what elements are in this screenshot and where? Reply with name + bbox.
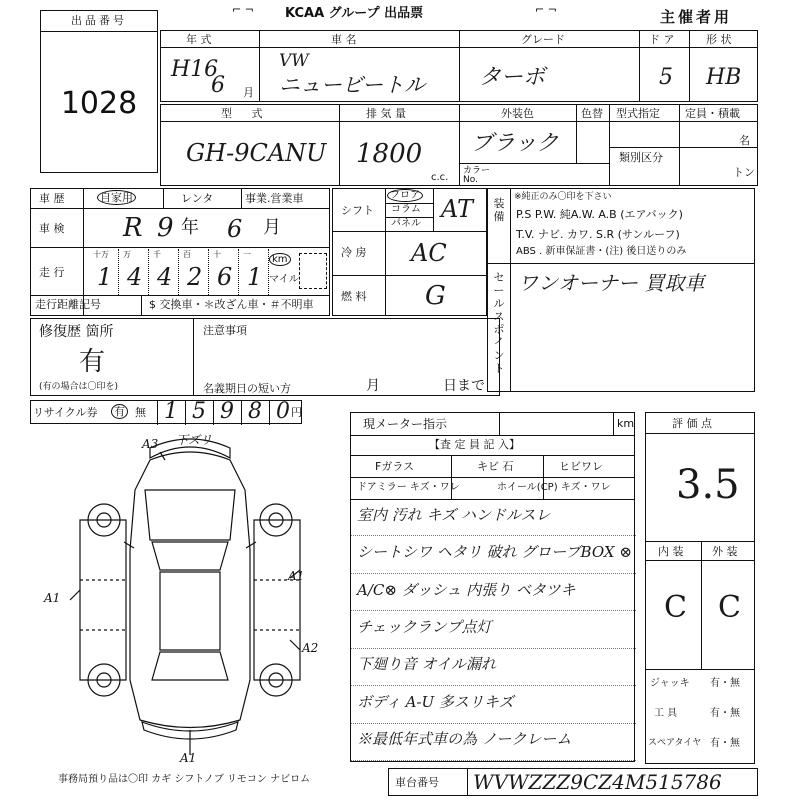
meter-label: 現メーター指示 bbox=[363, 417, 448, 431]
private-circled: 自家用 bbox=[97, 190, 136, 205]
doors-label: ド ア bbox=[649, 33, 675, 46]
wheel-text: ホイール(CP) bbox=[497, 482, 558, 493]
crack-label: ヒビワレ bbox=[559, 460, 603, 473]
inspector-note-line bbox=[351, 649, 636, 686]
km-circled: km bbox=[269, 253, 291, 266]
diagram-mark: A3 bbox=[142, 437, 159, 451]
shaken-year-label: 年 bbox=[181, 217, 199, 238]
equipment-label: 装 備 bbox=[493, 197, 505, 223]
chassis-row bbox=[388, 768, 758, 796]
inspector-note-line bbox=[351, 686, 636, 723]
classification-label: 類別区分 bbox=[619, 151, 663, 164]
diagram-mark: A1 bbox=[44, 591, 61, 605]
private-option bbox=[97, 192, 136, 203]
seating-label: 定員・積載 bbox=[685, 107, 740, 120]
mileage-digit-value: 2 bbox=[187, 263, 203, 291]
panel-option: パネル bbox=[391, 218, 421, 229]
equipment-block bbox=[487, 188, 755, 392]
recycle-digit: 9 bbox=[213, 401, 234, 425]
commercial-option: 事業.営業車 bbox=[245, 192, 304, 205]
history-label: 車 歴 bbox=[39, 192, 65, 205]
mileage-digit-value: 6 bbox=[217, 263, 233, 291]
corner-mark-left: ⌐ ¬ bbox=[232, 3, 254, 16]
vehicle-info-row1 bbox=[160, 30, 758, 102]
exterior-color-label: 外装色 bbox=[501, 107, 534, 120]
tools-label: 工 具 bbox=[654, 708, 678, 719]
type-designation-label: 型式指定 bbox=[616, 107, 660, 120]
floor-circled: フロア bbox=[387, 189, 423, 202]
corner-mark-right: ⌐ ¬ bbox=[535, 3, 557, 16]
shape-value: HB bbox=[706, 65, 742, 90]
mileage-place: 十 bbox=[213, 250, 221, 259]
mileage-place: 万 bbox=[123, 250, 131, 259]
car-windshield bbox=[152, 542, 228, 570]
mileage-place: 千 bbox=[153, 250, 161, 259]
color-no-label: カラー No. bbox=[463, 166, 491, 185]
mileage-record-label: 走行距離記号 bbox=[35, 298, 101, 311]
header-title: KCAA グループ 出品票 bbox=[285, 6, 424, 21]
mileage-digit-value: 4 bbox=[157, 263, 173, 291]
recycle-digit: 1 bbox=[157, 401, 178, 425]
inspector-note-line bbox=[351, 611, 636, 648]
mileage-place: 一 bbox=[243, 250, 251, 259]
mileage-digit bbox=[149, 249, 179, 295]
organizer-label: 主催者用 bbox=[660, 8, 733, 26]
chassis-value: WVWZZZ9CZ4M515786 bbox=[473, 770, 722, 794]
ton-unit: トン bbox=[733, 166, 755, 179]
car-rear-window bbox=[152, 652, 228, 680]
doors-value: 5 bbox=[659, 65, 673, 90]
repair-block bbox=[30, 318, 500, 396]
expiry-day: 日まで bbox=[443, 378, 485, 394]
year-label: 年 式 bbox=[186, 33, 212, 46]
car-name: ニュービートル bbox=[279, 73, 426, 97]
lot-number-label: 出品番号 bbox=[71, 14, 127, 27]
recycle-digit: 0 bbox=[269, 401, 290, 425]
year-month-suffix: 月 bbox=[243, 86, 254, 99]
recycle-label: リサイクル券 bbox=[33, 406, 98, 419]
diagram-mark: A1 bbox=[288, 569, 305, 583]
grade-label: グレード bbox=[521, 33, 565, 46]
inspector-note: 室内 汚れ キズ ハンドルスレ bbox=[357, 505, 551, 524]
mileage-digits bbox=[89, 249, 269, 295]
inspector-label: 【査 定 員 記 入】 bbox=[429, 438, 520, 451]
inspector-notes bbox=[351, 499, 636, 763]
header-logo bbox=[285, 2, 423, 21]
spare-label: スペアタイヤ bbox=[648, 738, 702, 748]
wheel-label bbox=[497, 483, 611, 493]
lot-number-box bbox=[40, 10, 158, 173]
diagram-mark: A2 bbox=[302, 641, 319, 655]
diagram-mark: A1 bbox=[180, 751, 197, 765]
expiry-label: 名義期日の短い方 bbox=[203, 382, 291, 395]
exterior-label: 外 装 bbox=[712, 545, 738, 558]
expiry-month: 月 bbox=[366, 378, 380, 394]
left-side-panel bbox=[80, 520, 126, 680]
inspector-note: チェックランプ点灯 bbox=[357, 617, 492, 636]
inspector-note-line bbox=[351, 574, 636, 611]
shaken-label: 車 検 bbox=[39, 222, 65, 235]
sales-point-label: セ ー ル ス ポ イ ン ト bbox=[493, 271, 505, 375]
mile-box bbox=[299, 253, 327, 289]
car-roof bbox=[160, 572, 220, 650]
wheel-damage: キズ・ワレ bbox=[560, 482, 611, 493]
mileage-digit bbox=[89, 249, 119, 295]
repair-value: 有 bbox=[79, 347, 106, 377]
jack-yesno: 有・無 bbox=[710, 678, 740, 689]
year-month: 6 bbox=[211, 73, 225, 98]
inspector-note: シートシワ ヘタリ 破れ グローブBOX ⊗ bbox=[357, 543, 632, 562]
inspector-note-line bbox=[351, 724, 636, 761]
shaken-year: 9 bbox=[157, 213, 174, 243]
mileage-label: 走 行 bbox=[39, 266, 65, 279]
color-value: ブラック bbox=[471, 131, 559, 156]
inspector-note-line bbox=[351, 499, 636, 536]
vehicle-info-row2 bbox=[160, 104, 758, 186]
displacement-value: 1800 bbox=[356, 139, 423, 169]
spare-yesno: 有・無 bbox=[710, 738, 740, 749]
car-diagram bbox=[40, 430, 340, 770]
mileage-digit-value: 4 bbox=[127, 263, 143, 291]
mileage-digit bbox=[119, 249, 149, 295]
mileage-digit-value: 1 bbox=[97, 263, 113, 291]
shift-block bbox=[332, 188, 487, 316]
inspector-note: 下廻り音 オイル漏れ bbox=[357, 655, 497, 674]
shape-label: 形 状 bbox=[706, 33, 732, 46]
color-change-label: 色替 bbox=[581, 107, 603, 120]
repair-history-label: 修復歴 箇所 bbox=[39, 324, 114, 340]
inspector-note: ※最低年式車の為 ノークレーム bbox=[357, 730, 572, 749]
jack-label: ジャッキ bbox=[650, 678, 690, 689]
history-block bbox=[30, 188, 330, 316]
mileage-digit bbox=[209, 249, 239, 295]
footer-items: 事務局預り品は〇印 カギ シフトノブ リモコン ナビロム bbox=[58, 774, 311, 785]
sales-point-value: ワンオーナー 買取車 bbox=[518, 271, 705, 295]
floor-option bbox=[387, 191, 423, 201]
chip-label: キビ 石 bbox=[477, 460, 514, 473]
shift-value: AT bbox=[441, 195, 474, 223]
fglass-label: Fガラス bbox=[375, 460, 414, 473]
fuel-label: 燃 料 bbox=[341, 290, 367, 303]
score-block bbox=[645, 412, 755, 764]
aircon-value: AC bbox=[411, 239, 447, 267]
repair-note: (有の場合は〇印を) bbox=[39, 382, 119, 392]
km-option bbox=[269, 255, 291, 265]
recycle-yes bbox=[111, 406, 128, 417]
shaken-era: R bbox=[123, 213, 143, 243]
grade-value: ターボ bbox=[479, 65, 546, 90]
rental-option: レンタ bbox=[181, 192, 214, 205]
shaken-month: 6 bbox=[227, 215, 243, 243]
recycle-yen: 円 bbox=[291, 406, 302, 419]
score-value: 3.5 bbox=[676, 462, 740, 508]
column-option: コラム bbox=[391, 204, 421, 215]
shift-label: シフト bbox=[341, 204, 374, 217]
recycle-yes-circled: 有 bbox=[111, 404, 128, 419]
exterior-grade: C bbox=[718, 590, 741, 625]
cc-unit: c.c. bbox=[431, 172, 449, 183]
recycle-row bbox=[30, 400, 302, 424]
people-unit: 名 bbox=[739, 134, 750, 147]
car-hood bbox=[145, 490, 235, 540]
inspector-note: ボディ A-U 多スリキズ bbox=[357, 692, 514, 711]
mileage-digit-value: 1 bbox=[247, 263, 263, 291]
door-mirror-label bbox=[357, 483, 460, 493]
model-label: 型 式 bbox=[221, 107, 271, 120]
mileage-symbols: $ 交換車・＊改ざん車・＃不明車 bbox=[149, 298, 314, 311]
maker: VW bbox=[279, 51, 309, 71]
inspector-note-line bbox=[351, 536, 636, 573]
mile-option: マイル bbox=[269, 274, 299, 285]
mileage-digit bbox=[239, 249, 269, 295]
notes-label: 注意事項 bbox=[203, 324, 247, 337]
shaken-month-label: 月 bbox=[263, 217, 281, 238]
equip-row2: T.V. ナビ. カワ. S.R (サンルーフ) bbox=[516, 228, 680, 241]
mileage-place: 十万 bbox=[93, 250, 109, 259]
displacement-label: 排 気 量 bbox=[366, 107, 406, 120]
mileage-digit bbox=[179, 249, 209, 295]
recycle-digit: 5 bbox=[185, 401, 206, 425]
door-mirror-text: ドアミラー bbox=[357, 482, 407, 493]
aircon-label: 冷 房 bbox=[341, 246, 367, 259]
equip-row3: ABS . 新車保証書・(注) 後日送りのみ bbox=[516, 246, 687, 257]
car-body-outline bbox=[130, 452, 250, 728]
equip-note: ※純正のみ〇印を下さい bbox=[514, 192, 612, 202]
score-label: 評 価 点 bbox=[672, 417, 712, 430]
model-value: GH-9CANU bbox=[186, 139, 327, 167]
lot-number: 1028 bbox=[60, 86, 138, 121]
right-side-panel bbox=[254, 520, 300, 680]
recycle-no: 無 bbox=[135, 406, 146, 419]
chassis-label: 車台番号 bbox=[395, 776, 439, 789]
mileage-place: 百 bbox=[183, 250, 191, 259]
interior-grade: C bbox=[664, 590, 687, 625]
year-era: H16 bbox=[171, 57, 219, 82]
inspector-note: A/C⊗ ダッシュ 内張り ベタツキ bbox=[357, 580, 576, 599]
maker-name-label: 車 名 bbox=[331, 33, 357, 46]
tools-yesno: 有・無 bbox=[710, 708, 740, 719]
interior-label: 内 装 bbox=[658, 545, 684, 558]
recycle-digits bbox=[151, 401, 291, 425]
meter-km: km bbox=[617, 417, 635, 430]
fuel-value: G bbox=[425, 281, 446, 311]
diagram-mark: 下ズリ bbox=[176, 433, 213, 447]
equip-row1: P.S P.W. 純A.W. A.B (エアバック) bbox=[516, 208, 683, 221]
recycle-digit: 8 bbox=[241, 401, 262, 425]
door-mirror-damage: キズ・ワレ bbox=[409, 482, 460, 493]
inspector-block bbox=[350, 412, 635, 762]
